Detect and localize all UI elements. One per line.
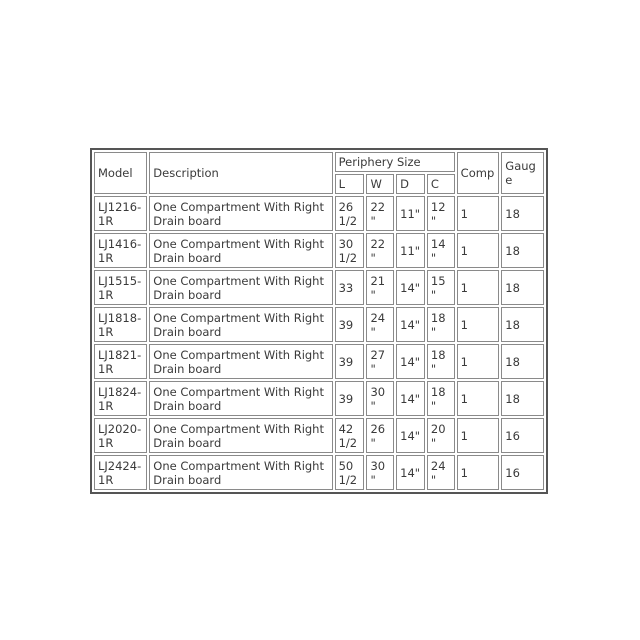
- cell-l: 39: [335, 307, 365, 342]
- header-c: C: [427, 174, 455, 194]
- cell-d: 11": [396, 196, 425, 231]
- spec-table: [92, 150, 546, 492]
- cell-comp: 1: [457, 381, 500, 416]
- table-row: [94, 344, 544, 379]
- cell-w: 22": [366, 233, 394, 268]
- cell-c: 18": [427, 344, 455, 379]
- cell-description: One Compartment With Right Drain board: [149, 418, 332, 453]
- cell-comp: 1: [457, 307, 500, 342]
- cell-comp: 1: [457, 233, 500, 268]
- header-model: Model: [94, 152, 147, 194]
- cell-comp: 1: [457, 270, 500, 305]
- cell-w: 30": [366, 455, 394, 490]
- table-row: [94, 381, 544, 416]
- cell-description: One Compartment With Right Drain board: [149, 455, 332, 490]
- cell-gauge: 18: [501, 344, 544, 379]
- cell-model: LJ1515-1R: [94, 270, 147, 305]
- cell-w: 27": [366, 344, 394, 379]
- cell-l: 42 1/2: [335, 418, 365, 453]
- cell-c: 15": [427, 270, 455, 305]
- table-body: [94, 196, 544, 490]
- table-row: [94, 418, 544, 453]
- cell-comp: 1: [457, 455, 500, 490]
- cell-description: One Compartment With Right Drain board: [149, 307, 332, 342]
- cell-gauge: 18: [501, 307, 544, 342]
- cell-c: 12": [427, 196, 455, 231]
- cell-c: 18": [427, 381, 455, 416]
- header-d: D: [396, 174, 425, 194]
- table-row: [94, 196, 544, 231]
- table-row: [94, 270, 544, 305]
- header-periphery-size: Periphery Size: [335, 152, 455, 172]
- cell-d: 14": [396, 344, 425, 379]
- cell-gauge: 18: [501, 196, 544, 231]
- cell-gauge: 18: [501, 381, 544, 416]
- cell-w: 21": [366, 270, 394, 305]
- cell-l: 50 1/2: [335, 455, 365, 490]
- cell-gauge: 16: [501, 455, 544, 490]
- cell-w: 30": [366, 381, 394, 416]
- header-w: W: [366, 174, 394, 194]
- cell-model: LJ2020-1R: [94, 418, 147, 453]
- cell-comp: 1: [457, 418, 500, 453]
- table-row: [94, 307, 544, 342]
- cell-description: One Compartment With Right Drain board: [149, 381, 332, 416]
- cell-l: 26 1/2: [335, 196, 365, 231]
- header-gauge: Gauge: [501, 152, 544, 194]
- cell-c: 20": [427, 418, 455, 453]
- cell-model: LJ1818-1R: [94, 307, 147, 342]
- header-description: Description: [149, 152, 332, 194]
- cell-description: One Compartment With Right Drain board: [149, 270, 332, 305]
- cell-gauge: 18: [501, 270, 544, 305]
- cell-gauge: 16: [501, 418, 544, 453]
- cell-model: LJ1216-1R: [94, 196, 147, 231]
- cell-d: 14": [396, 381, 425, 416]
- cell-model: LJ2424-1R: [94, 455, 147, 490]
- cell-description: One Compartment With Right Drain board: [149, 233, 332, 268]
- cell-description: One Compartment With Right Drain board: [149, 344, 332, 379]
- header-row: [94, 152, 544, 172]
- table-row: [94, 233, 544, 268]
- cell-c: 18": [427, 307, 455, 342]
- cell-description: One Compartment With Right Drain board: [149, 196, 332, 231]
- cell-l: 30 1/2: [335, 233, 365, 268]
- cell-d: 11": [396, 233, 425, 268]
- spec-table-container: [90, 148, 548, 494]
- cell-l: 39: [335, 344, 365, 379]
- header-comp: Comp: [457, 152, 500, 194]
- cell-comp: 1: [457, 344, 500, 379]
- cell-w: 24": [366, 307, 394, 342]
- cell-d: 14": [396, 418, 425, 453]
- cell-w: 22": [366, 196, 394, 231]
- cell-c: 24": [427, 455, 455, 490]
- header-l: L: [335, 174, 365, 194]
- cell-d: 14": [396, 270, 425, 305]
- cell-c: 14": [427, 233, 455, 268]
- cell-d: 14": [396, 307, 425, 342]
- cell-l: 33: [335, 270, 365, 305]
- cell-model: LJ1824-1R: [94, 381, 147, 416]
- cell-w: 26": [366, 418, 394, 453]
- cell-model: LJ1821-1R: [94, 344, 147, 379]
- cell-d: 14": [396, 455, 425, 490]
- cell-l: 39: [335, 381, 365, 416]
- table-row: [94, 455, 544, 490]
- cell-comp: 1: [457, 196, 500, 231]
- cell-model: LJ1416-1R: [94, 233, 147, 268]
- cell-gauge: 18: [501, 233, 544, 268]
